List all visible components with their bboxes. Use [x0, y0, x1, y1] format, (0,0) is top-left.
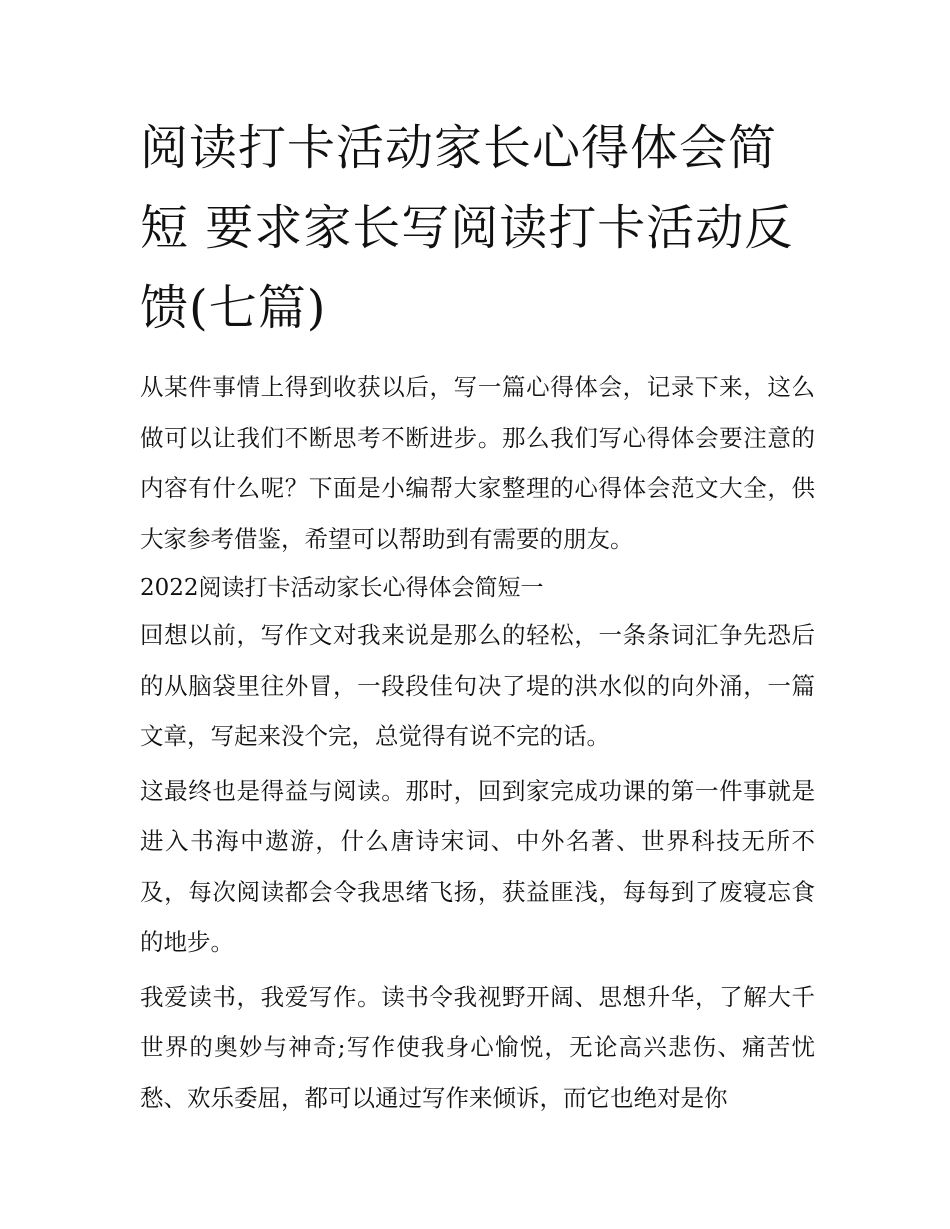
body-paragraph-1: 回想以前，写作文对我来说是那么的轻松，一条条词汇争先恐后的从脑袋里往外冒，一段段佳句决了堤的洪水似的向外涌，一篇文章，写起来没个完，总觉得有说不完的话。: [140, 621, 815, 750]
section-heading: 2022阅读打卡活动家长心得体会简短一: [140, 575, 544, 601]
document-title: 阅读打卡活动家长心得体会简短 要求家长写阅读打卡活动反馈(七篇): [140, 120, 794, 336]
body-paragraph-2: 这最终也是得益与阅读。那时，回到家完成功课的第一件事就是进入书海中遨游，什么唐诗宋词、中外名著、世界科技无所不及，每次阅读都会令我思绪飞扬，获益匪浅，每每到了废寝忘食的地步。: [140, 776, 815, 956]
document-body: [140, 108, 815, 1123]
intro-paragraph: 从某件事情上得到收获以后，写一篇心得体会，记录下来，这么做可以让我们不断思考不断进步。那么我们写心得体会要注意的内容有什么呢？下面是小编帮大家整理的心得体会范文大全，供大家参考借鉴，希望可以帮助到有需要的朋友。: [140, 373, 815, 553]
body-paragraph-3: 我爱读书，我爱写作。读书令我视野开阔、思想升华，了解大千世界的奥妙与神奇;写作使我身心愉悦，无论高兴悲伤、痛苦忧愁、欢乐委屈，都可以通过写作来倾诉，而它也绝对是你: [140, 982, 815, 1112]
